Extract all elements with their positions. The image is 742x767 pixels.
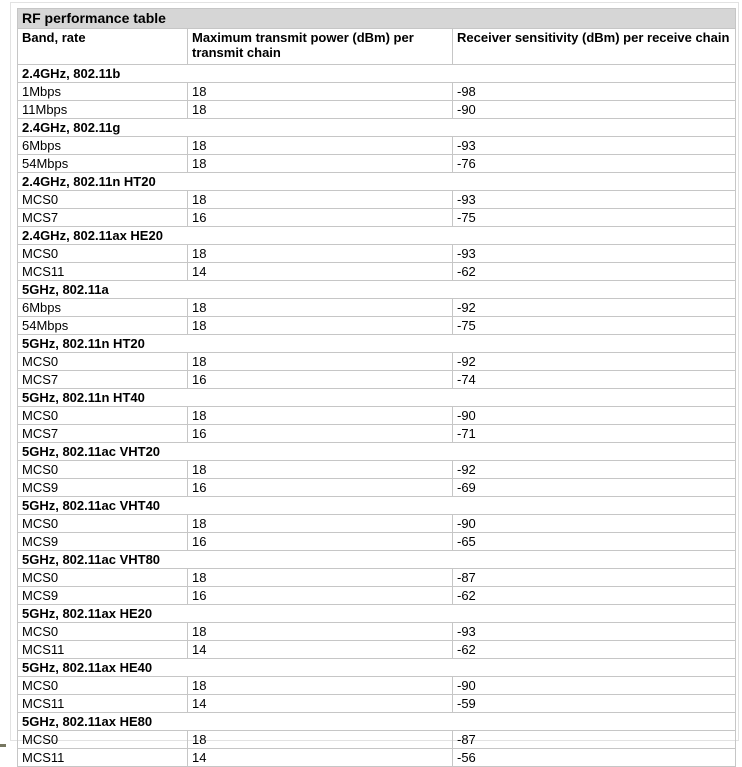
cell-rx-sensitivity: -75 bbox=[453, 317, 736, 335]
cell-rx-sensitivity: -76 bbox=[453, 155, 736, 173]
cell-rx-sensitivity: -90 bbox=[453, 515, 736, 533]
cell-rate: MCS9 bbox=[18, 533, 188, 551]
table-row bbox=[18, 317, 736, 335]
cell-rate: MCS0 bbox=[18, 731, 188, 749]
table-row bbox=[18, 407, 736, 425]
cell-rate: MCS0 bbox=[18, 245, 188, 263]
table-row bbox=[18, 623, 736, 641]
cell-rx-sensitivity: -93 bbox=[453, 137, 736, 155]
cell-rx-sensitivity: -90 bbox=[453, 677, 736, 695]
cell-tx-power: 18 bbox=[188, 299, 453, 317]
cell-rx-sensitivity: -92 bbox=[453, 353, 736, 371]
table-row bbox=[18, 731, 736, 749]
column-header-band-rate: Band, rate bbox=[18, 29, 188, 65]
cell-tx-power: 16 bbox=[188, 479, 453, 497]
cell-rx-sensitivity: -90 bbox=[453, 101, 736, 119]
table-row bbox=[18, 101, 736, 119]
cell-rx-sensitivity: -92 bbox=[453, 461, 736, 479]
cell-rate: MCS0 bbox=[18, 191, 188, 209]
table-row bbox=[18, 749, 736, 767]
table-row bbox=[18, 641, 736, 659]
section-header: 2.4GHz, 802.11b bbox=[18, 65, 736, 83]
section-header: 5GHz, 802.11ac VHT40 bbox=[18, 497, 736, 515]
table-row bbox=[18, 443, 736, 461]
table-row bbox=[18, 245, 736, 263]
cell-rate: MCS0 bbox=[18, 515, 188, 533]
cell-rx-sensitivity: -98 bbox=[453, 83, 736, 101]
cell-tx-power: 14 bbox=[188, 695, 453, 713]
section-header: 2.4GHz, 802.11g bbox=[18, 119, 736, 137]
table-row bbox=[18, 551, 736, 569]
cell-tx-power: 18 bbox=[188, 83, 453, 101]
cell-rate: 6Mbps bbox=[18, 299, 188, 317]
cell-tx-power: 18 bbox=[188, 461, 453, 479]
cell-tx-power: 14 bbox=[188, 263, 453, 281]
cell-rx-sensitivity: -93 bbox=[453, 191, 736, 209]
cell-tx-power: 16 bbox=[188, 371, 453, 389]
section-header: 5GHz, 802.11ac VHT20 bbox=[18, 443, 736, 461]
cell-tx-power: 18 bbox=[188, 191, 453, 209]
section-header: 5GHz, 802.11ax HE20 bbox=[18, 605, 736, 623]
table-row bbox=[18, 479, 736, 497]
section-header: 5GHz, 802.11ax HE80 bbox=[18, 713, 736, 731]
cell-rate: 6Mbps bbox=[18, 137, 188, 155]
table-row bbox=[18, 371, 736, 389]
section-header: 5GHz, 802.11n HT40 bbox=[18, 389, 736, 407]
cell-rx-sensitivity: -92 bbox=[453, 299, 736, 317]
cell-tx-power: 18 bbox=[188, 623, 453, 641]
column-header-max-transmit-power: Maximum transmit power (dBm) per transmit chain bbox=[188, 29, 453, 65]
table-row bbox=[18, 515, 736, 533]
cell-rx-sensitivity: -75 bbox=[453, 209, 736, 227]
cell-tx-power: 16 bbox=[188, 533, 453, 551]
cell-rate: MCS0 bbox=[18, 569, 188, 587]
cell-rx-sensitivity: -93 bbox=[453, 623, 736, 641]
cell-tx-power: 14 bbox=[188, 641, 453, 659]
cell-rate: MCS9 bbox=[18, 587, 188, 605]
rf-performance-table bbox=[17, 8, 736, 767]
cell-rate: 54Mbps bbox=[18, 155, 188, 173]
table-row bbox=[18, 713, 736, 731]
cell-rate: MCS7 bbox=[18, 209, 188, 227]
table-row bbox=[18, 461, 736, 479]
table-row bbox=[18, 425, 736, 443]
cell-rx-sensitivity: -62 bbox=[453, 263, 736, 281]
cell-tx-power: 18 bbox=[188, 515, 453, 533]
section-header: 2.4GHz, 802.11ax HE20 bbox=[18, 227, 736, 245]
cell-tx-power: 18 bbox=[188, 101, 453, 119]
cell-rate: MCS0 bbox=[18, 407, 188, 425]
cell-tx-power: 18 bbox=[188, 407, 453, 425]
cell-rx-sensitivity: -74 bbox=[453, 371, 736, 389]
cell-tx-power: 18 bbox=[188, 569, 453, 587]
cell-tx-power: 14 bbox=[188, 749, 453, 767]
cell-tx-power: 18 bbox=[188, 317, 453, 335]
cell-rate: MCS11 bbox=[18, 263, 188, 281]
table-row bbox=[18, 137, 736, 155]
cell-tx-power: 18 bbox=[188, 731, 453, 749]
cell-rx-sensitivity: -62 bbox=[453, 587, 736, 605]
cell-rx-sensitivity: -90 bbox=[453, 407, 736, 425]
table-row bbox=[18, 299, 736, 317]
cell-rx-sensitivity: -62 bbox=[453, 641, 736, 659]
table-row bbox=[18, 587, 736, 605]
cell-rate: MCS7 bbox=[18, 371, 188, 389]
table-row bbox=[18, 227, 736, 245]
cell-tx-power: 18 bbox=[188, 353, 453, 371]
cell-rate: MCS7 bbox=[18, 425, 188, 443]
cell-tx-power: 16 bbox=[188, 425, 453, 443]
cell-rx-sensitivity: -71 bbox=[453, 425, 736, 443]
cell-rate: MCS11 bbox=[18, 641, 188, 659]
table-row bbox=[18, 533, 736, 551]
screen-artifact bbox=[0, 744, 6, 747]
cell-rate: MCS0 bbox=[18, 353, 188, 371]
table-row bbox=[18, 605, 736, 623]
table-row bbox=[18, 569, 736, 587]
cell-rate: MCS0 bbox=[18, 623, 188, 641]
cell-rate: 11Mbps bbox=[18, 101, 188, 119]
cell-rx-sensitivity: -59 bbox=[453, 695, 736, 713]
cell-rate: MCS0 bbox=[18, 461, 188, 479]
cell-tx-power: 16 bbox=[188, 587, 453, 605]
cell-tx-power: 18 bbox=[188, 137, 453, 155]
cell-rx-sensitivity: -93 bbox=[453, 245, 736, 263]
table-row bbox=[18, 263, 736, 281]
table-row bbox=[18, 335, 736, 353]
cell-rx-sensitivity: -69 bbox=[453, 479, 736, 497]
cell-rate: 1Mbps bbox=[18, 83, 188, 101]
table-row bbox=[18, 389, 736, 407]
cell-rate: MCS0 bbox=[18, 677, 188, 695]
cell-tx-power: 18 bbox=[188, 677, 453, 695]
cell-rx-sensitivity: -87 bbox=[453, 569, 736, 587]
table-row bbox=[18, 209, 736, 227]
section-header: 5GHz, 802.11ac VHT80 bbox=[18, 551, 736, 569]
cell-rx-sensitivity: -65 bbox=[453, 533, 736, 551]
table-row bbox=[18, 65, 736, 83]
table-row bbox=[18, 677, 736, 695]
table-row bbox=[18, 83, 736, 101]
column-header-receiver-sensitivity: Receiver sensitivity (dBm) per receive chain bbox=[453, 29, 736, 65]
cell-rate: MCS9 bbox=[18, 479, 188, 497]
cell-tx-power: 16 bbox=[188, 209, 453, 227]
cell-rate: 54Mbps bbox=[18, 317, 188, 335]
section-header: 5GHz, 802.11n HT20 bbox=[18, 335, 736, 353]
table-row bbox=[18, 659, 736, 677]
cell-rx-sensitivity: -56 bbox=[453, 749, 736, 767]
table-row bbox=[18, 155, 736, 173]
table-row bbox=[18, 173, 736, 191]
table-row bbox=[18, 119, 736, 137]
cell-tx-power: 18 bbox=[188, 245, 453, 263]
cell-rate: MCS11 bbox=[18, 695, 188, 713]
table-row bbox=[18, 353, 736, 371]
table-row bbox=[18, 9, 736, 29]
table-row bbox=[18, 29, 736, 65]
cell-tx-power: 18 bbox=[188, 155, 453, 173]
section-header: 2.4GHz, 802.11n HT20 bbox=[18, 173, 736, 191]
table-row bbox=[18, 191, 736, 209]
cell-rx-sensitivity: -87 bbox=[453, 731, 736, 749]
table-row bbox=[18, 281, 736, 299]
section-header: 5GHz, 802.11a bbox=[18, 281, 736, 299]
cell-rate: MCS11 bbox=[18, 749, 188, 767]
table-title: RF performance table bbox=[18, 9, 736, 29]
table-row bbox=[18, 497, 736, 515]
section-header: 5GHz, 802.11ax HE40 bbox=[18, 659, 736, 677]
table-row bbox=[18, 695, 736, 713]
